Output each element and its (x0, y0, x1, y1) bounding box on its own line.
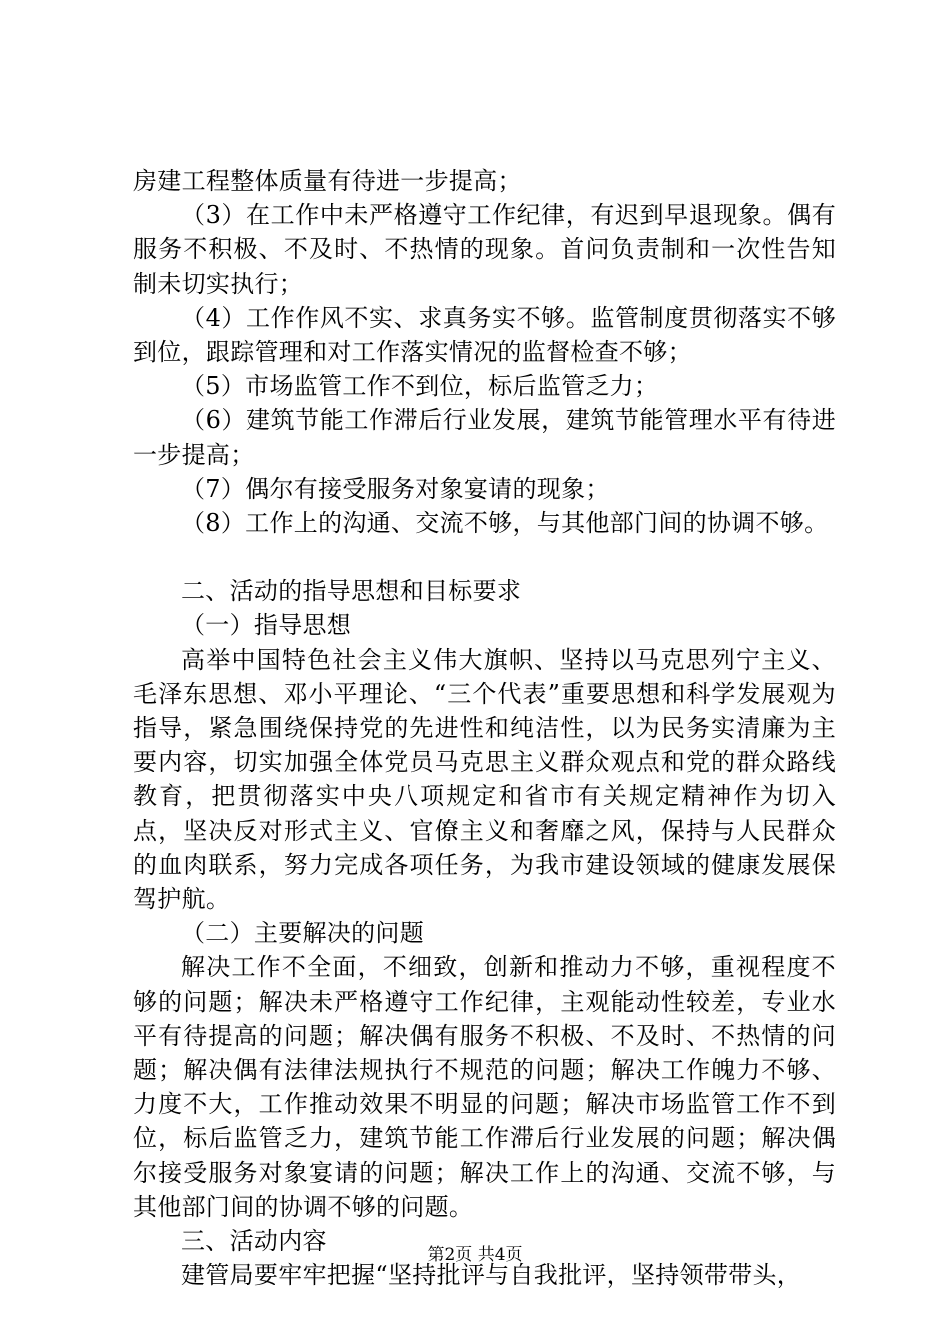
subheading-main-problems: （二）主要解决的问题 (181, 919, 424, 948)
issue-item-8: （8）工作上的沟通、交流不够，与其他部门间的协调不够。 (181, 509, 829, 538)
paragraph-main-problems: 解决工作不全面，不细致，创新和推动力不够，重视程度不够的问题；解决未严格遵守工作纪律，主观能动性较差，专业水平有待提高的问题；解决偶有服务不积极、不及时、不热情的问题；解决偶有法律法规执行不规范的问题；解决工作魄力不够、力度不大，工作推动效果不明显的问题；解决市场监管工作不到位，标后监管乏力，建筑节能工作滞后行业发展的问题；解决偶尔接受服务对象宴请的问题；解决工作上的沟通、交流不够，与其他部门间的协调不够的问题。 (133, 953, 836, 1221)
section-spacer (133, 540, 836, 574)
paragraph-activity-content: 建管局要牢牢把握“坚持批评与自我批评，坚持领带带头， (181, 1261, 802, 1290)
paragraph-continuation: 房建工程整体质量有待进一步提高； (133, 167, 522, 195)
section-heading-3: 三、活动内容 (181, 1227, 327, 1256)
document-body (133, 164, 836, 1293)
page-number: 第2页 共4页 (427, 1245, 523, 1265)
paragraph-guiding-thought: 高举中国特色社会主义伟大旗帜、坚持以马克思列宁主义、毛泽东思想、邓小平理论、“三个代表”重要思想和科学发展观为指导，紧急围绕保持党的先进性和纯洁性，以为民务实清廉为主要内容，切实加强全体党员马克思主义群众观点和党的群众路线教育，把贯彻落实中央八项规定和省市有关规定精神作为切入点，坚决反对形式主义、官僚主义和奢靡之风，保持与人民群众的血肉联系，努力完成各项任务，为我市建设领域的健康发展保驾护航。 (133, 645, 836, 914)
issue-item-7: （7）偶尔有接受服务对象宴请的现象； (181, 474, 610, 503)
issue-item-5: （5）市场监管工作不到位，标后监管乏力； (181, 372, 659, 401)
section-heading-2: 二、活动的指导思想和目标要求 (181, 577, 522, 606)
subheading-guiding-thought: （一）指导思想 (181, 611, 352, 640)
issue-item-6: （6）建筑节能工作滞后行业发展，建筑节能管理水平有待进一步提高； (133, 406, 836, 469)
issue-item-3: （3）在工作中未严格遵守工作纪律，有迟到早退现象。偶有服务不积极、不及时、不热情的现象。首问负责制和一次性告知制未切实执行； (133, 201, 836, 298)
issue-item-4: （4）工作作风不实、求真务实不够。监管制度贯彻落实不够到位，跟踪管理和对工作落实情况的监督检查不够； (133, 303, 836, 367)
